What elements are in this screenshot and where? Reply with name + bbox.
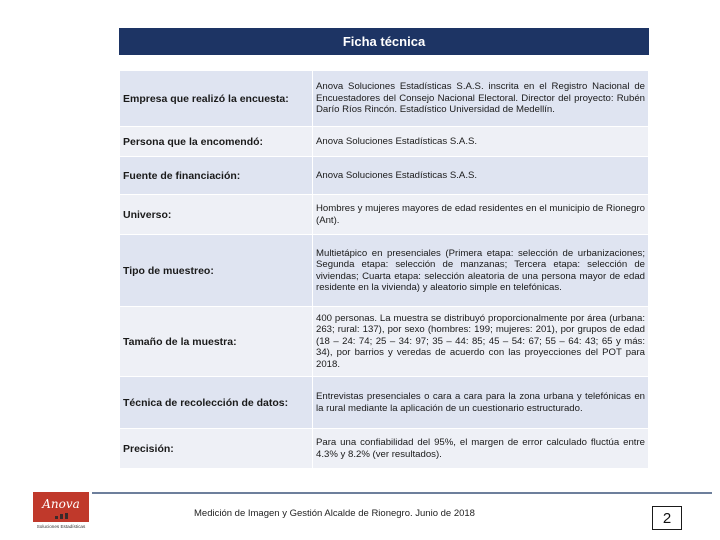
technical-sheet-table: [119, 70, 649, 469]
row-value: Anova Soluciones Estadísticas S.A.S.: [313, 157, 649, 195]
page-number: 2: [652, 506, 682, 530]
row-value: Anova Soluciones Estadísticas S.A.S. inscrita en el Registro Nacional de Encuestadores del Consejo Nacional Electoral. Director del proyecto: Rubén Darío Ríos Rincón. Estadístico Universidad de Medellín.: [313, 71, 649, 127]
logo-caption: Soluciones Estadísticas: [33, 522, 89, 532]
row-value: 400 personas. La muestra se distribuyó proporcionalmente por área (urbana: 263; rural: 137), por sexo (hombres: 199; mujeres: 201), por grupos de edad (18 – 24: 74; 25 – 34: 97; 35 – 44: 85; 45 – 54: 67; 55 – 64: 43; 65 y más: 34), por barrios y veredas de acuerdo con las proyecciones del POT para 2018.: [313, 307, 649, 377]
row-value: Hombres y mujeres mayores de edad residentes en el municipio de Rionegro (Ant).: [313, 195, 649, 235]
footer-divider: [92, 492, 712, 494]
row-label: Tamaño de la muestra:: [120, 307, 313, 377]
row-value: Para una confiabilidad del 95%, el margen de error calculado fluctúa entre 4.3% y 8.2% (ver resultados).: [313, 429, 649, 469]
page-title-bar: [119, 28, 649, 55]
row-value: Multietápico en presenciales (Primera etapa: selección de urbanizaciones; Segunda etapa: selección de manzanas; Tercera etapa: selección de viviendas; Cuarta etapa: selección aleatoria de una persona mayor de edad residente en la vivienda) y aleatorio simple en telefónicas.: [313, 235, 649, 307]
row-label: Técnica de recolección de datos:: [120, 377, 313, 429]
table-row: [120, 71, 649, 127]
table-row: [120, 195, 649, 235]
table-row: [120, 127, 649, 157]
footer-text: Medición de Imagen y Gestión Alcalde de Rionegro. Junio de 2018: [194, 508, 475, 519]
table-row: [120, 307, 649, 377]
row-label: Tipo de muestreo:: [120, 235, 313, 307]
table-row: [120, 377, 649, 429]
row-label: Universo:: [120, 195, 313, 235]
logo-text: Anova: [42, 497, 80, 511]
row-value: Anova Soluciones Estadísticas S.A.S.: [313, 127, 649, 157]
table-row: [120, 429, 649, 469]
page-title: Ficha técnica: [342, 34, 426, 49]
table-row: [120, 157, 649, 195]
row-label: Fuente de financiación:: [120, 157, 313, 195]
row-value: Entrevistas presenciales o cara a cara para la zona urbana y telefónicas en la rural mediante la aplicación de un cuestionario estructurado.: [313, 377, 649, 429]
row-label: Empresa que realizó la encuesta:: [120, 71, 313, 127]
logo-bars-icon: [33, 513, 89, 519]
row-label: Persona que la encomendó:: [120, 127, 313, 157]
row-label: Precisión:: [120, 429, 313, 469]
table-row: [120, 235, 649, 307]
